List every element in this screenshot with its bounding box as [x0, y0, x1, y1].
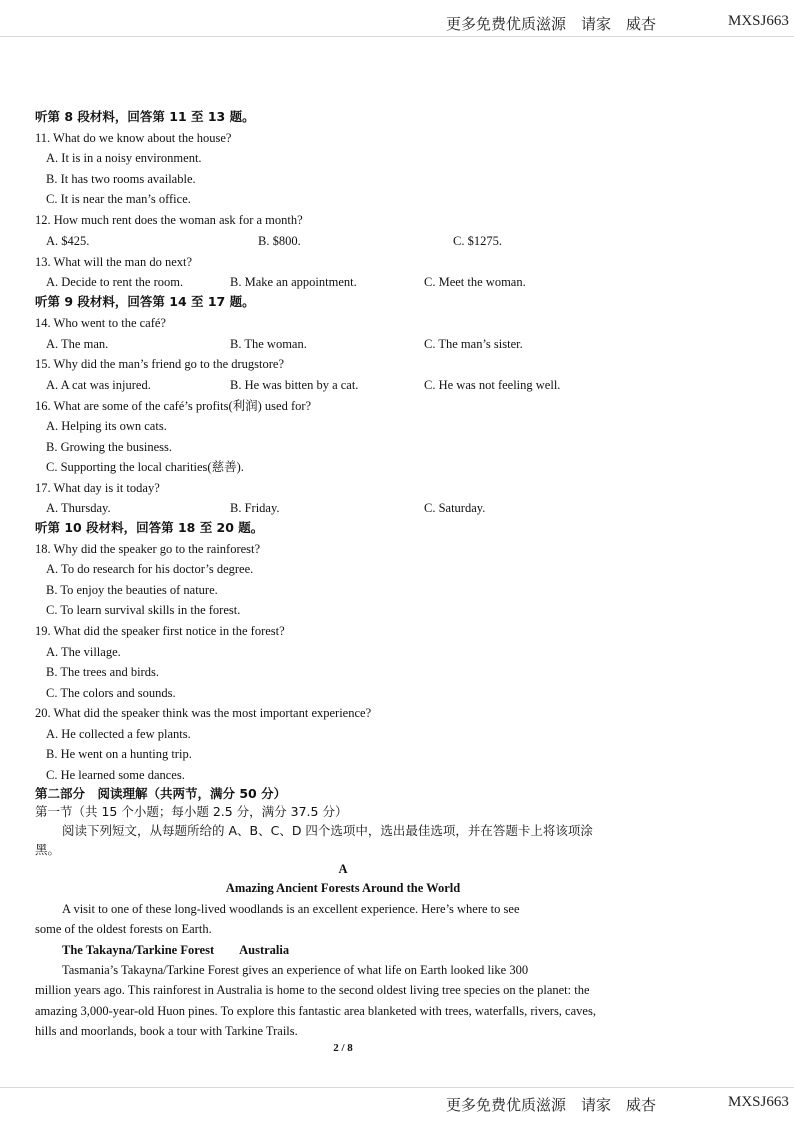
question-stem: 14. Who went to the café? [35, 316, 166, 330]
question-stem: 17. What day is it today? [35, 481, 160, 495]
answer-option: C. To learn survival skills in the forest. [46, 603, 241, 617]
answer-option: B. He went on a hunting trip. [46, 747, 192, 761]
question-stem: 20. What did the speaker think was the most important experience? [35, 706, 372, 720]
answer-option: B. Friday. [230, 501, 280, 515]
question-stem: 12. How much rent does the woman ask for a month? [35, 213, 303, 227]
question-stem: 15. Why did the man’s friend go to the drugstore? [35, 357, 285, 371]
answer-option: B. It has two rooms available. [46, 172, 196, 186]
question-stem: 18. Why did the speaker go to the rainforest? [35, 542, 261, 556]
answer-option: C. Meet the woman. [424, 275, 526, 289]
answer-option: A. Helping its own cats. [46, 419, 167, 433]
answer-option: C. Supporting the local charities(慈善). [46, 460, 244, 474]
answer-option: A. To do research for his doctor’s degree. [46, 562, 254, 576]
part-heading: 第二部分 阅读理解（共两节，满分 50 分） [35, 786, 287, 801]
header-code: MXSJ663 [728, 13, 789, 29]
answer-option: B. He was bitten by a cat. [230, 378, 359, 392]
passage-paragraph-line: amazing 3,000-year-old Huon pines. To explore this fantastic area blanketed with trees, waterfalls, rivers, caves, [35, 1004, 596, 1018]
answer-option: C. He learned some dances. [46, 768, 185, 782]
passage-letter: A [338, 862, 348, 876]
passage-paragraph-line: Tasmania’s Takayna/Tarkine Forest gives an experience of what life on Earth looked like 300 [62, 963, 529, 977]
header-text: 更多免费优质滋源 请家 威杏 [446, 15, 657, 33]
passage-paragraph-line: million years ago. This rainforest in Australia is home to the second oldest living tree species on the planet: the [35, 983, 590, 997]
question-stem: 19. What did the speaker first notice in the forest? [35, 624, 285, 638]
footer-text: 更多免费优质滋源 请家 威杏 [446, 1096, 657, 1114]
footer-code: MXSJ663 [728, 1094, 789, 1110]
answer-option: A. A cat was injured. [46, 378, 151, 392]
answer-option: B. The trees and birds. [46, 665, 159, 679]
question-stem: 13. What will the man do next? [35, 255, 193, 269]
instructions-text: 阅读下列短文，从每题所给的 A、B、C、D 四个选项中，选出最佳选项，并在答题卡上将该项涂 [62, 823, 593, 838]
answer-option: A. Thursday. [46, 501, 111, 515]
answer-option: C. Saturday. [424, 501, 486, 515]
passage-subheading: The Takayna/Tarkine Forest Australia [62, 943, 290, 957]
passage-paragraph-line: hills and moorlands, book a tour with Tarkine Trails. [35, 1024, 298, 1038]
section-heading: 听第 8 段材料，回答第 11 至 13 题。 [35, 109, 255, 124]
question-stem: 16. What are some of the café’s profits(利润) used for? [35, 399, 312, 413]
passage-title: Amazing Ancient Forests Around the World [225, 881, 461, 895]
answer-option: C. The man’s sister. [424, 337, 523, 351]
section-heading: 听第 9 段材料，回答第 14 至 17 题。 [35, 294, 255, 309]
answer-option: A. $425. [46, 234, 90, 248]
page-number: 2 / 8 [333, 1042, 353, 1054]
answer-option: C. The colors and sounds. [46, 686, 176, 700]
answer-option: C. It is near the man’s office. [46, 192, 191, 206]
passage-paragraph-line: some of the oldest forests on Earth. [35, 922, 212, 936]
section-heading: 听第 10 段材料，回答第 18 至 20 题。 [35, 520, 264, 535]
answer-option: B. The woman. [230, 337, 307, 351]
answer-option: B. Growing the business. [46, 440, 173, 454]
answer-option: B. To enjoy the beauties of nature. [46, 583, 218, 597]
answer-option: A. The village. [46, 645, 121, 659]
footer-divider [0, 1087, 794, 1088]
answer-option: A. The man. [46, 337, 109, 351]
answer-option: A. It is in a noisy environment. [46, 151, 202, 165]
answer-option: B. Make an appointment. [230, 275, 357, 289]
page-footer [446, 1094, 789, 1115]
section-heading: 第一节（共 15 个小题；每小题 2.5 分，满分 37.5 分） [35, 804, 348, 819]
instructions-text: 黑。 [35, 842, 61, 857]
question-stem: 11. What do we know about the house? [35, 131, 232, 145]
passage-paragraph-line: A visit to one of these long-lived woodlands is an excellent experience. Here’s where to see [62, 902, 520, 916]
answer-option: A. He collected a few plants. [46, 727, 191, 741]
answer-option: B. $800. [258, 234, 301, 248]
answer-option: C. $1275. [453, 234, 502, 248]
answer-option: C. He was not feeling well. [424, 378, 561, 392]
answer-option: A. Decide to rent the room. [46, 275, 184, 289]
